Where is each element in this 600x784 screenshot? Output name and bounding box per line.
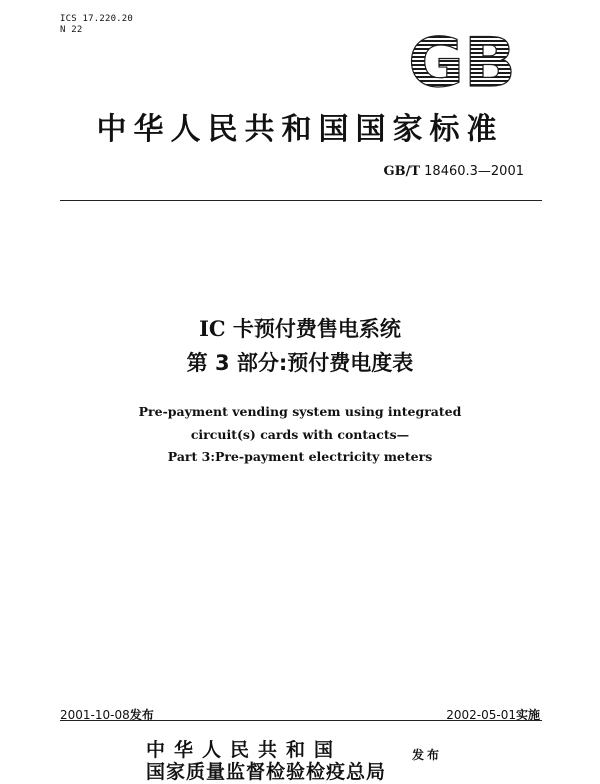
title-cn-line2: 第 3 部分:预付费电度表 (186, 351, 414, 375)
gb-logo-text: GB (408, 28, 516, 94)
standard-number (384, 164, 525, 179)
classification-codes (60, 14, 133, 36)
standard-prefix: GB/T (383, 164, 421, 179)
standard-code: 18460.3—2001 (424, 164, 524, 179)
issuer-country: 中华人民共和国 (146, 739, 343, 761)
title-en-line3: Part 3:Pre-payment electricity meters (167, 449, 433, 464)
issuer-label: 发布 (412, 748, 443, 762)
gb-logo (405, 28, 520, 94)
implementation-label: 实施 (515, 708, 540, 722)
title-cn-line1: IC 卡预付费售电系统 (199, 316, 401, 341)
issue-date: 2001-10-08 (60, 708, 130, 722)
bottom-divider (60, 720, 542, 721)
org-title: 中华人民共和国国家标准 (96, 112, 504, 147)
implementation-date: 2002-05-01 (446, 708, 516, 722)
issuer-agency: 国家质量监督检验检疫总局 (146, 761, 387, 783)
title-en-line2: circuit(s) cards with contacts— (190, 427, 410, 442)
ics-code: ICS 17.220.20 (60, 14, 134, 24)
class-code: N 22 (60, 25, 83, 35)
top-divider (60, 200, 542, 201)
title-en-line1: Pre-payment vending system using integrated (138, 404, 462, 419)
issue-label: 发布 (129, 708, 154, 722)
